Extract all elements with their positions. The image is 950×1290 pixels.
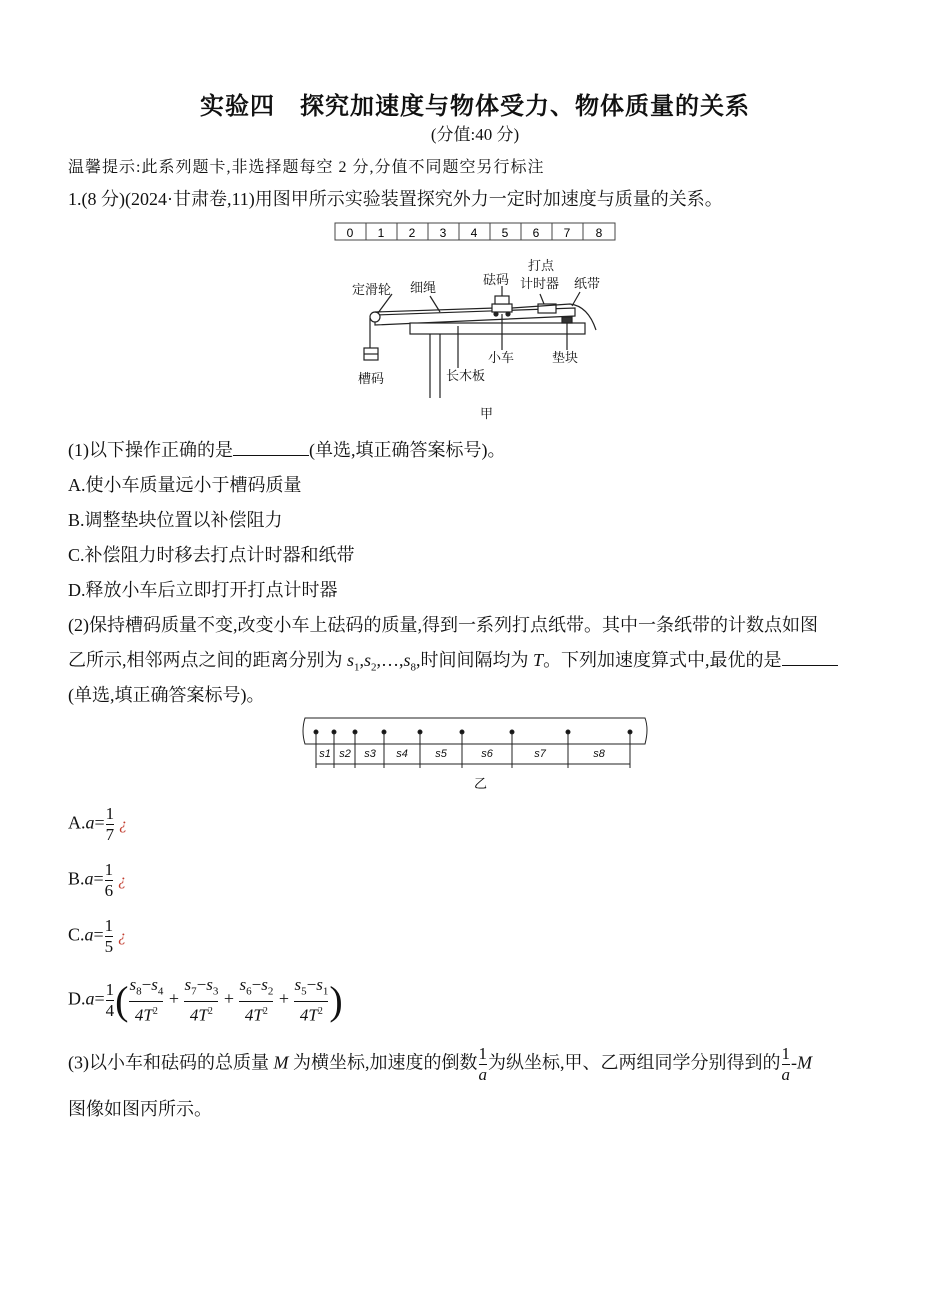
part3-line2: 图像如图丙所示。 xyxy=(68,1099,212,1119)
part2-line2: 乙所示,相邻两点之间的距离分别为 $s_1,s_2,\dots,s_8$,时间间隔均为 T。下列加速度算式中,最优的是 xyxy=(68,647,838,681)
subscript: 2 xyxy=(267,985,274,998)
part2-text: 乙所示,相邻两点之间的距离分别为 xyxy=(68,650,347,670)
ruler-tick: 0 xyxy=(346,226,354,240)
numerator: 1 xyxy=(478,1044,487,1063)
option-label: B. xyxy=(68,868,85,889)
part1-option-d: D.释放小车后立即打开打点计时器 xyxy=(68,580,338,600)
ruler-tick: 5 xyxy=(501,226,509,240)
segment-label: s5 xyxy=(435,748,447,760)
denominator: 6 xyxy=(104,881,114,900)
subscript: 7 xyxy=(191,985,197,998)
score-note: (分值:40 分) xyxy=(430,125,520,144)
var-a: a xyxy=(85,988,95,1009)
part2-option-c xyxy=(68,916,126,957)
label-cart: 小车 xyxy=(488,350,515,365)
answer-blank[interactable] xyxy=(233,437,309,456)
part1-prompt xyxy=(68,437,506,463)
denominator: 4T xyxy=(244,1006,263,1026)
fraction xyxy=(782,1044,791,1085)
part1-prompt-tail: (单选,填正确答案标号)。 xyxy=(309,440,506,460)
fraction xyxy=(106,804,115,845)
option-label: D. xyxy=(68,988,86,1009)
part2-text: 。下列加速度算式中,最优的是 xyxy=(543,650,782,670)
part2-option-d: D.a= $\frac{1}{4}$ ( $\frac{s_8-s_4}{4T^2}$ + $\frac{s_7-s_3}{4T^2}$ + $\frac{s_6-s_2}{4T^2}$ + $\frac{s_5-s_1}{4T^2}$ ) xyxy=(68,975,343,1026)
var-M: M xyxy=(273,1052,289,1073)
label-timer: 计时器 xyxy=(520,276,560,291)
fraction xyxy=(105,916,114,957)
subscript: 6 xyxy=(246,985,252,998)
part2-text: ,时间间隔均为 xyxy=(416,650,534,670)
ruler-tick: 1 xyxy=(377,226,385,240)
denominator: 7 xyxy=(105,825,115,844)
denominator: 4T xyxy=(189,1006,208,1026)
var-s: s xyxy=(151,975,158,994)
equals-sign: = xyxy=(94,988,105,1009)
segment-label: s8 xyxy=(593,748,605,760)
segment-label: s2 xyxy=(339,748,351,760)
part3-text: 为纵坐标,甲、乙两组同学分别得到的 xyxy=(488,1052,781,1073)
var-a: a xyxy=(84,868,94,889)
denominator: a xyxy=(478,1065,487,1084)
fraction xyxy=(479,1044,488,1085)
segment-label: s7 xyxy=(534,748,546,760)
numerator: 1 xyxy=(781,1044,790,1063)
denominator: 4T xyxy=(299,1006,318,1026)
numerator: 1 xyxy=(104,916,114,935)
part2-line3: (单选,填正确答案标号)。 xyxy=(68,685,265,705)
denominator: 5 xyxy=(104,937,114,956)
part3-text: 为横坐标,加速度的倒数 xyxy=(288,1052,478,1073)
var-a: a xyxy=(85,812,95,833)
ruler-tick: 3 xyxy=(439,226,447,240)
label-board: 长木板 xyxy=(446,368,486,383)
numerator: 1 xyxy=(105,804,115,823)
ruler-tick: 7 xyxy=(563,226,571,240)
answer-blank[interactable] xyxy=(782,647,838,666)
label-weight: 砝码 xyxy=(483,272,510,287)
var-s: s xyxy=(261,975,268,994)
part2-option-a xyxy=(68,804,127,845)
option-label: C. xyxy=(68,924,85,945)
denominator: a xyxy=(781,1065,790,1084)
label-pulley: 定滑轮 xyxy=(352,282,392,297)
denominator: 4T xyxy=(134,1006,153,1026)
var-a: a xyxy=(84,924,94,945)
ruler-tick: 6 xyxy=(532,226,540,240)
part1-prompt-text: (1)以下操作正确的是 xyxy=(68,440,233,460)
segment-label: s1 xyxy=(319,748,331,760)
figure-jia xyxy=(330,218,630,428)
equals-sign: = xyxy=(94,812,105,833)
numerator: 1 xyxy=(104,860,114,879)
var-s: s xyxy=(294,975,302,994)
var-s: s xyxy=(129,975,137,994)
var-M: -M xyxy=(791,1052,812,1073)
tip-note: 温馨提示:此系列题卡,非选择题每空 2 分,分值不同题空另行标注 xyxy=(68,159,545,176)
ruler-tick: 4 xyxy=(470,226,478,240)
segment-label: s4 xyxy=(396,748,408,760)
numerator: 1 xyxy=(105,980,115,1000)
segment-label: s3 xyxy=(364,748,376,760)
subscript: 3 xyxy=(212,985,219,998)
part2-line1: (2)保持槽码质量不变,改变小车上砝码的质量,得到一系列打点纸带。其中一条纸带的计数点如图 xyxy=(68,615,818,635)
segment-label: s6 xyxy=(481,748,493,760)
subscript: 8 xyxy=(136,985,142,998)
question-stem: 1.(8 分)(2024·甘肃卷,11)用图甲所示实验装置探究外力一定时加速度与质量的关系。 xyxy=(68,189,723,209)
glitch-char: ¿ xyxy=(119,815,128,833)
option-label: A. xyxy=(68,812,86,833)
left-paren: ( xyxy=(115,978,129,1024)
figure-yi xyxy=(300,714,652,794)
var-s: s xyxy=(239,975,247,994)
equals-sign: = xyxy=(93,868,104,889)
subscript: 1 xyxy=(322,985,329,998)
var-s: s xyxy=(206,975,213,994)
var-T: T xyxy=(533,650,544,670)
ruler-tick: 2 xyxy=(408,226,416,240)
var-s: s xyxy=(347,650,355,670)
glitch-char: ¿ xyxy=(118,871,127,889)
part2-option-b xyxy=(68,860,126,901)
glitch-char: ¿ xyxy=(118,927,127,945)
fraction xyxy=(106,980,115,1021)
subscript: 5 xyxy=(301,985,307,998)
figure-caption: 乙 xyxy=(474,777,488,792)
ruler-tick: 8 xyxy=(595,226,603,240)
page-title: 实验四 探究加速度与物体受力、物体质量的关系 xyxy=(200,92,750,120)
subscript: 4 xyxy=(157,985,164,998)
label-pad: 垫块 xyxy=(552,350,579,365)
label-timer: 打点 xyxy=(528,258,555,273)
var-s: s xyxy=(184,975,192,994)
fraction-term: $\frac{s_6-s_2}{4T^2}$ xyxy=(239,975,274,1026)
label-hook-weight: 槽码 xyxy=(358,371,385,386)
equals-sign: = xyxy=(93,924,104,945)
part3-text: (3)以小车和砝码的总质量 xyxy=(68,1052,274,1073)
part3-line1 xyxy=(68,1044,812,1085)
fraction xyxy=(105,860,114,901)
var-s: s xyxy=(316,975,323,994)
label-rope: 细绳 xyxy=(410,280,437,295)
label-tape: 纸带 xyxy=(574,276,601,291)
fraction-term: $\frac{s_8-s_4}{4T^2}$ xyxy=(129,975,164,1026)
ruler xyxy=(335,223,615,240)
figure-caption: 甲 xyxy=(480,407,494,422)
part1-option-c: C.补偿阻力时移去打点计时器和纸带 xyxy=(68,545,355,565)
denominator: 4 xyxy=(105,1001,115,1021)
fraction-term: $\frac{s_7-s_3}{4T^2}$ xyxy=(184,975,219,1026)
part1-option-b: B.调整垫块位置以补偿阻力 xyxy=(68,510,283,530)
fraction-term: $\frac{s_5-s_1}{4T^2}$ xyxy=(294,975,329,1026)
part1-option-a: A.使小车质量远小于槽码质量 xyxy=(68,475,302,495)
right-paren: ) xyxy=(329,978,343,1024)
